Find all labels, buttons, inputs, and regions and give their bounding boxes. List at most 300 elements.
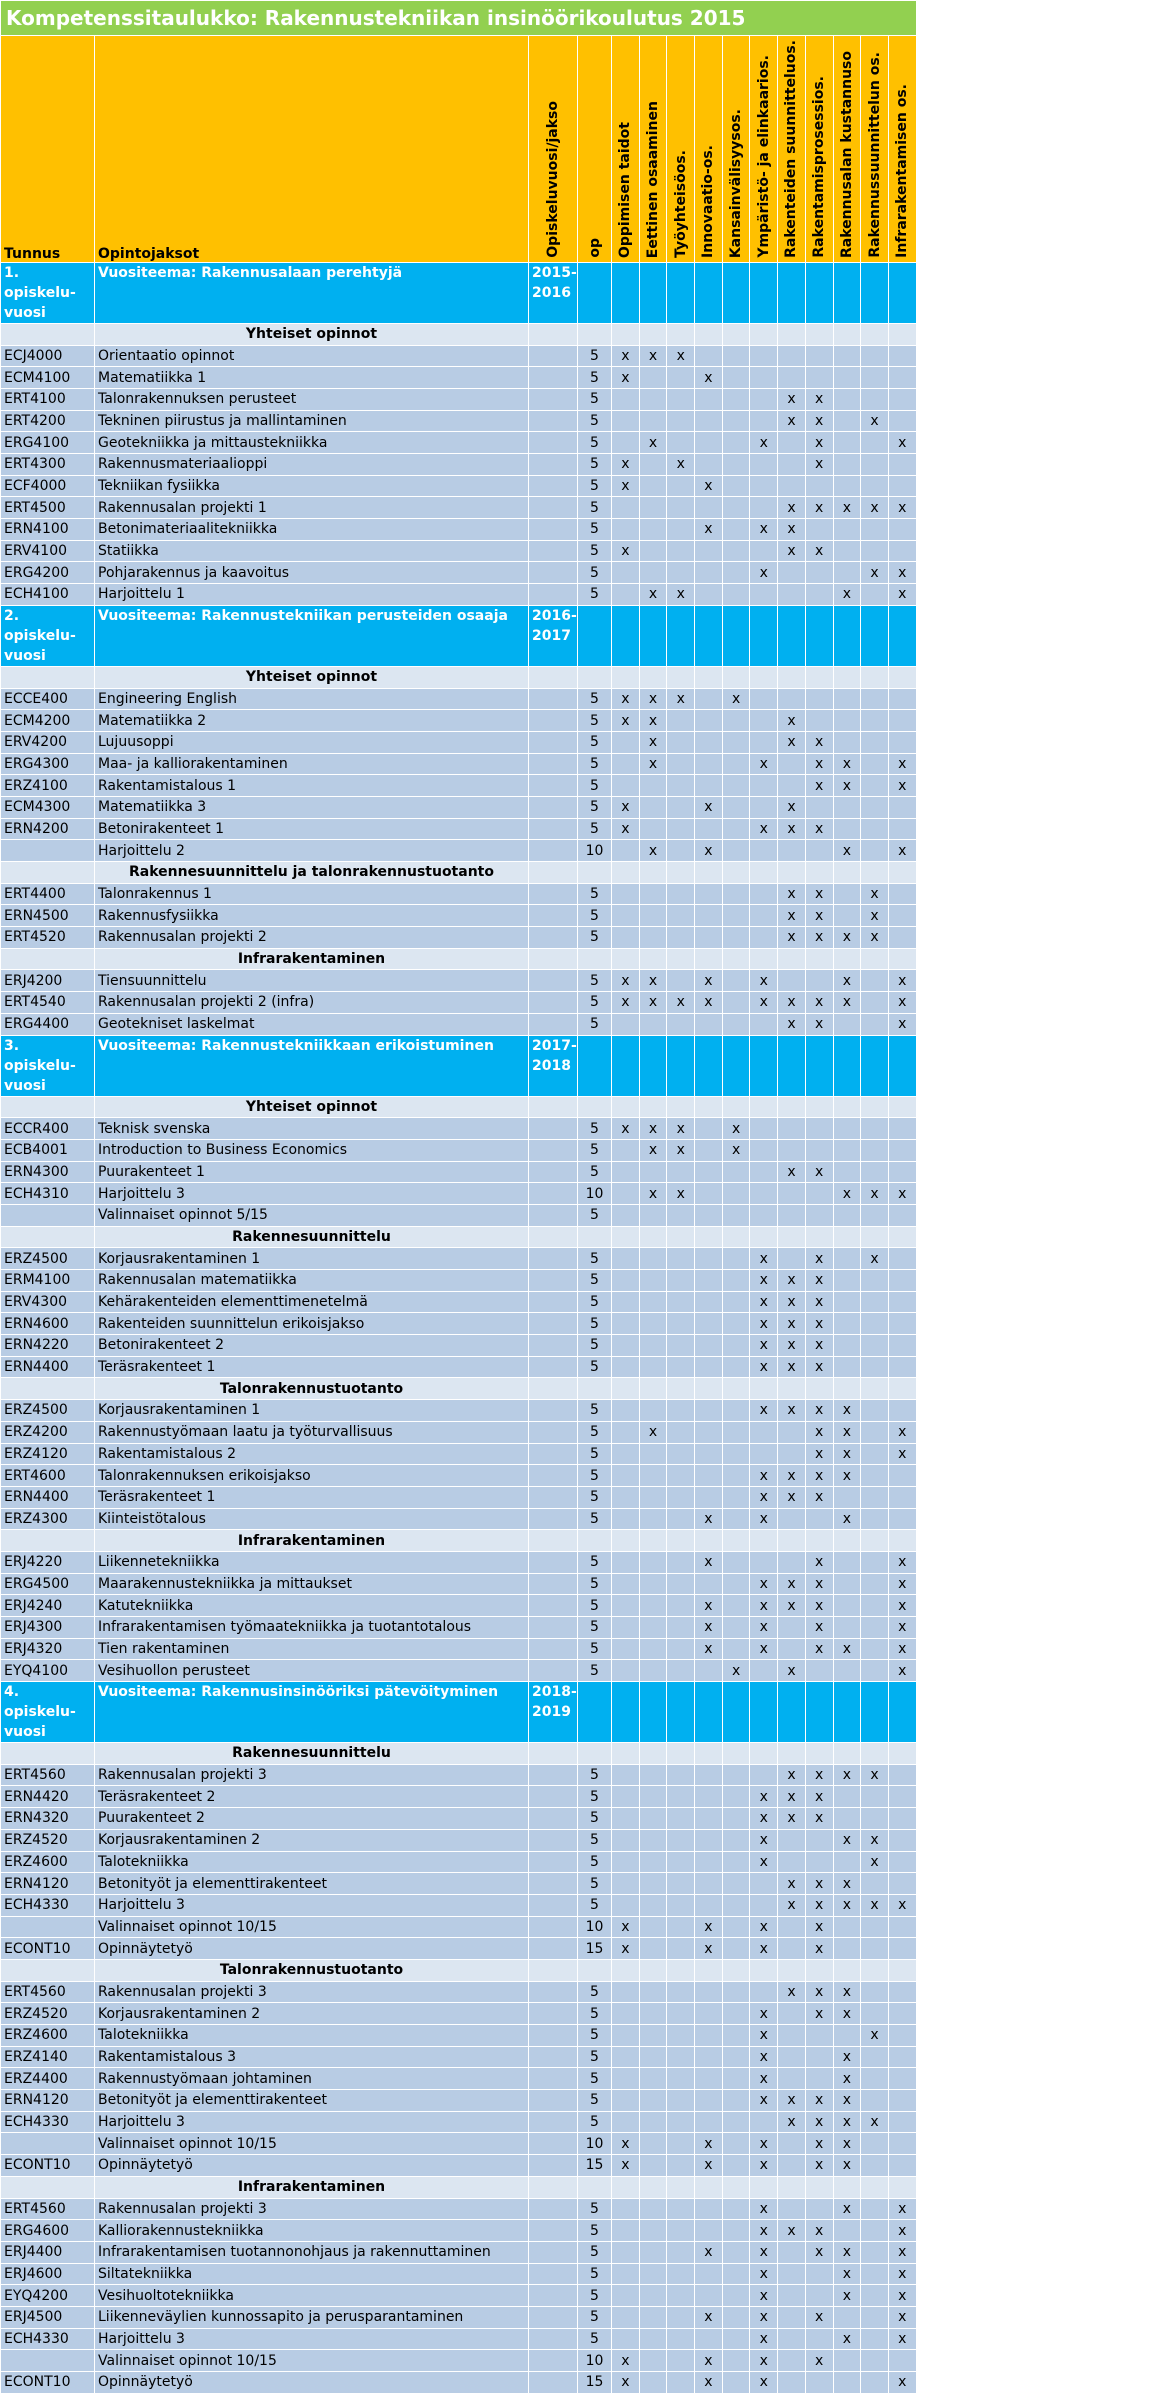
section-empty-cell: [722, 1096, 750, 1118]
competence-mark: [861, 1013, 889, 1035]
table-row: [1, 1938, 917, 1960]
competence-mark: [667, 818, 695, 840]
competence-mark: x: [805, 1617, 833, 1639]
competence-mark: x: [750, 1786, 778, 1808]
competence-mark: x: [612, 540, 640, 562]
competence-mark: x: [833, 2263, 861, 2285]
competence-mark: x: [861, 410, 889, 432]
competence-mark: x: [778, 1465, 806, 1487]
course-code: ERJ4240: [1, 1595, 95, 1617]
competence-mark: [805, 840, 833, 862]
competence-mark: x: [805, 1981, 833, 2003]
course-code: ERZ4600: [1, 1851, 95, 1873]
competence-mark: [888, 2350, 916, 2372]
competence-mark: [750, 1443, 778, 1465]
section-empty-cell: [861, 1378, 889, 1400]
header-competence: Rakentamisprosessios.: [805, 36, 833, 263]
section-empty-cell: [750, 2176, 778, 2198]
section-empty-cell: [1, 862, 95, 884]
section-empty-cell: [667, 323, 695, 345]
table-row: [1, 1551, 917, 1573]
table-row: [1, 775, 917, 797]
course-credits: 5: [578, 1443, 612, 1465]
course-name: Katutekniikka: [95, 1595, 529, 1617]
competence-mark: x: [750, 2263, 778, 2285]
course-name: Kehärakenteiden elementtimenetelmä: [95, 1291, 529, 1313]
table-row: [1, 2046, 917, 2068]
year-empty-cell: [778, 1035, 806, 1096]
course-period: [529, 731, 578, 753]
year-period: 2017-2018: [529, 1035, 578, 1096]
course-period: [529, 1139, 578, 1161]
competence-mark: [695, 2046, 723, 2068]
competence-mark: [722, 1508, 750, 1530]
competence-mark: x: [861, 1894, 889, 1916]
competence-mark: [722, 1808, 750, 1830]
competence-mark: [667, 540, 695, 562]
competence-mark: [750, 1551, 778, 1573]
competence-mark: [861, 2155, 889, 2177]
competence-mark: x: [639, 970, 667, 992]
section-empty-cell: [833, 1226, 861, 1248]
section-empty-cell: [695, 1378, 723, 1400]
section-title: Yhteiset opinnot: [95, 1096, 529, 1118]
competence-mark: x: [667, 1183, 695, 1205]
course-name: Talotekniikka: [95, 1851, 529, 1873]
competence-mark: [722, 1465, 750, 1487]
competence-mark: [695, 345, 723, 367]
section-empty-cell: [861, 1096, 889, 1118]
section-empty-cell: [861, 2176, 889, 2198]
course-credits: 10: [578, 2133, 612, 2155]
year-empty-cell: [722, 605, 750, 666]
section-empty-cell: [667, 862, 695, 884]
competence-mark: [722, 1786, 750, 1808]
course-period: [529, 345, 578, 367]
competence-mark: x: [722, 1139, 750, 1161]
competence-mark: x: [778, 1400, 806, 1422]
competence-mark: x: [805, 1573, 833, 1595]
competence-mark: x: [750, 818, 778, 840]
competence-mark: x: [805, 2155, 833, 2177]
competence-mark: x: [888, 992, 916, 1014]
table-row: [1, 710, 917, 732]
competence-mark: [639, 1465, 667, 1487]
course-credits: 5: [578, 688, 612, 710]
competence-mark: [612, 731, 640, 753]
course-period: [529, 2350, 578, 2372]
table-row: [1, 1443, 917, 1465]
competence-mark: [612, 1573, 640, 1595]
competence-mark: [695, 1204, 723, 1226]
competence-mark: [750, 367, 778, 389]
competence-mark: [722, 1421, 750, 1443]
section-empty-cell: [833, 1096, 861, 1118]
course-name: Harjoittelu 3: [95, 2328, 529, 2350]
section-empty-cell: [529, 1530, 578, 1552]
competence-mark: x: [695, 1617, 723, 1639]
competence-mark: x: [778, 796, 806, 818]
course-name: Talotekniikka: [95, 2025, 529, 2047]
competence-mark: [722, 2003, 750, 2025]
year-row: [1, 262, 917, 323]
course-period: [529, 1183, 578, 1205]
competence-mark: [667, 1764, 695, 1786]
table-row: [1, 970, 917, 992]
competence-mark: x: [778, 1873, 806, 1895]
course-period: [529, 2241, 578, 2263]
table-row: [1, 367, 917, 389]
course-code: ERZ4200: [1, 1421, 95, 1443]
course-credits: 5: [578, 883, 612, 905]
section-title: Talonrakennustuotanto: [95, 1378, 529, 1400]
competence-mark: [639, 2263, 667, 2285]
year-theme: Vuositeema: Rakennusinsinööriksi pätevöityminen: [95, 1682, 529, 1743]
competence-mark: [778, 970, 806, 992]
competence-mark: [888, 1786, 916, 1808]
header-jakso: Opiskeluvuosi/jakso: [529, 36, 578, 263]
section-empty-cell: [529, 2176, 578, 2198]
competence-mark: x: [667, 688, 695, 710]
competence-mark: [722, 2111, 750, 2133]
header-competence: Infrarakentamisen os.: [888, 36, 916, 263]
competence-mark: [750, 497, 778, 519]
competence-mark: [695, 497, 723, 519]
course-credits: 5: [578, 1595, 612, 1617]
course-code: ERJ4320: [1, 1638, 95, 1660]
course-code: ERN4600: [1, 1313, 95, 1335]
competence-mark: [722, 584, 750, 606]
table-row: [1, 1851, 917, 1873]
competence-mark: [888, 1764, 916, 1786]
course-code: ERT4300: [1, 454, 95, 476]
year-empty-cell: [722, 262, 750, 323]
competence-mark: x: [750, 1595, 778, 1617]
competence-mark: [667, 2111, 695, 2133]
competence-mark: [861, 1508, 889, 1530]
section-empty-cell: [667, 1226, 695, 1248]
section-empty-cell: [750, 1226, 778, 1248]
competence-mark: [833, 905, 861, 927]
competence-mark: x: [805, 432, 833, 454]
section-empty-cell: [639, 1743, 667, 1765]
competence-mark: x: [833, 2155, 861, 2177]
competence-mark: x: [805, 1356, 833, 1378]
competence-mark: [861, 1595, 889, 1617]
course-name: Opinnäytetyö: [95, 2155, 529, 2177]
competence-mark: x: [750, 2285, 778, 2307]
competence-mark: [612, 1660, 640, 1682]
competence-mark: [861, 1808, 889, 1830]
table-row: [1, 731, 917, 753]
course-period: [529, 1938, 578, 1960]
course-credits: 5: [578, 1270, 612, 1292]
competence-mark: [833, 2350, 861, 2372]
competence-mark: x: [750, 753, 778, 775]
competence-mark: [888, 367, 916, 389]
section-empty-cell: [778, 948, 806, 970]
competence-mark: [639, 1786, 667, 1808]
section-empty-cell: [639, 2176, 667, 2198]
course-code: ERT4540: [1, 992, 95, 1014]
competence-mark: x: [750, 1291, 778, 1313]
competence-mark: [695, 540, 723, 562]
competence-mark: [639, 1400, 667, 1422]
section-empty-cell: [805, 1959, 833, 1981]
competence-mark: [833, 540, 861, 562]
section-empty-cell: [750, 1096, 778, 1118]
competence-mark: x: [778, 1808, 806, 1830]
table-row: [1, 1981, 917, 2003]
competence-mark: [695, 2090, 723, 2112]
competence-mark: x: [833, 1508, 861, 1530]
section-empty-cell: [667, 666, 695, 688]
year-label: 1. opiskelu-vuosi: [1, 262, 95, 323]
competence-mark: [639, 2133, 667, 2155]
competence-mark: [833, 367, 861, 389]
competence-mark: [833, 2306, 861, 2328]
competence-mark: [667, 1551, 695, 1573]
competence-mark: x: [639, 753, 667, 775]
course-code: ECH4310: [1, 1183, 95, 1205]
competence-mark: x: [861, 927, 889, 949]
section-empty-cell: [1, 323, 95, 345]
competence-mark: [778, 2068, 806, 2090]
course-code: ERZ4520: [1, 2003, 95, 2025]
course-code: [1, 1204, 95, 1226]
competence-mark: [722, 497, 750, 519]
section-empty-cell: [1, 1959, 95, 1981]
table-row: [1, 688, 917, 710]
competence-mark: [612, 519, 640, 541]
competence-mark: x: [750, 2068, 778, 2090]
competence-mark: x: [695, 970, 723, 992]
competence-mark: x: [639, 710, 667, 732]
competence-mark: [639, 1851, 667, 1873]
competence-mark: x: [778, 1313, 806, 1335]
competence-mark: x: [612, 796, 640, 818]
competence-mark: [612, 584, 640, 606]
table-row: [1, 1617, 917, 1639]
competence-mark: [667, 367, 695, 389]
section-title: Talonrakennustuotanto: [95, 1959, 529, 1981]
competence-mark: [667, 1873, 695, 1895]
competence-mark: x: [861, 1829, 889, 1851]
competence-mark: x: [888, 1595, 916, 1617]
competence-mark: x: [805, 1335, 833, 1357]
competence-mark: [612, 388, 640, 410]
header-competence: Kansainvälisyysos.: [722, 36, 750, 263]
section-empty-cell: [805, 1530, 833, 1552]
course-name: Maarakennustekniikka ja mittaukset: [95, 1573, 529, 1595]
course-code: ERN4300: [1, 1161, 95, 1183]
competence-mark: [612, 1270, 640, 1292]
competence-mark: x: [778, 410, 806, 432]
course-period: [529, 2046, 578, 2068]
section-empty-cell: [722, 1959, 750, 1981]
competence-mark: x: [639, 840, 667, 862]
competence-mark: x: [861, 883, 889, 905]
course-code: ERN4420: [1, 1786, 95, 1808]
competence-mark: x: [639, 1421, 667, 1443]
competence-mark: [667, 905, 695, 927]
competence-mark: x: [695, 1508, 723, 1530]
competence-mark: [778, 475, 806, 497]
course-code: ERG4600: [1, 2220, 95, 2242]
section-empty-cell: [805, 323, 833, 345]
table-row: [1, 992, 917, 1014]
competence-mark: [861, 475, 889, 497]
competence-mark: [833, 1938, 861, 1960]
table-row: [1, 1786, 917, 1808]
competence-mark: x: [639, 992, 667, 1014]
course-name: Rakennusalan matematiikka: [95, 1270, 529, 1292]
section-empty-cell: [695, 862, 723, 884]
table-row: [1, 2372, 917, 2394]
competence-mark: [695, 883, 723, 905]
competence-mark: [778, 1916, 806, 1938]
section-empty-cell: [529, 1743, 578, 1765]
course-code: ERN4120: [1, 2090, 95, 2112]
course-credits: 5: [578, 1204, 612, 1226]
course-period: [529, 1660, 578, 1682]
competence-mark: [833, 1335, 861, 1357]
competence-mark: [778, 1938, 806, 1960]
course-code: EYQ4100: [1, 1660, 95, 1682]
competence-mark: x: [805, 1400, 833, 1422]
course-code: ERT4560: [1, 2198, 95, 2220]
course-code: ECJ4000: [1, 345, 95, 367]
competence-mark: [639, 1595, 667, 1617]
competence-mark: [722, 454, 750, 476]
competence-mark: [833, 1161, 861, 1183]
course-period: [529, 753, 578, 775]
competence-mark: [639, 1551, 667, 1573]
course-period: [529, 1356, 578, 1378]
competence-mark: [667, 840, 695, 862]
competence-mark: [667, 1443, 695, 1465]
competence-mark: x: [833, 2198, 861, 2220]
competence-mark: x: [695, 840, 723, 862]
competence-mark: x: [612, 367, 640, 389]
table-row: [1, 1873, 917, 1895]
competence-mark: [722, 1617, 750, 1639]
competence-mark: x: [750, 2003, 778, 2025]
competence-mark: x: [667, 1139, 695, 1161]
course-name: Tekniikan fysiikka: [95, 475, 529, 497]
competence-mark: [888, 1400, 916, 1422]
course-period: [529, 970, 578, 992]
competence-mark: [722, 775, 750, 797]
competence-mark: x: [888, 970, 916, 992]
year-empty-cell: [578, 605, 612, 666]
competence-mark: [722, 1183, 750, 1205]
year-empty-cell: [805, 605, 833, 666]
competence-mark: x: [750, 1916, 778, 1938]
competence-mark: [861, 2328, 889, 2350]
competence-mark: [750, 454, 778, 476]
competence-mark: x: [778, 731, 806, 753]
year-empty-cell: [639, 262, 667, 323]
section-empty-cell: [529, 1959, 578, 1981]
competence-mark: x: [805, 454, 833, 476]
competence-mark: [750, 1204, 778, 1226]
competence-mark: [833, 818, 861, 840]
year-empty-cell: [639, 1682, 667, 1743]
competence-mark: x: [695, 2133, 723, 2155]
competence-mark: x: [750, 2155, 778, 2177]
course-name: Geotekniikka ja mittaustekniikka: [95, 432, 529, 454]
course-period: [529, 2133, 578, 2155]
course-name: Rakennusalan projekti 1: [95, 497, 529, 519]
competence-mark: x: [750, 2090, 778, 2112]
competence-mark: [805, 1139, 833, 1161]
competence-mark: x: [805, 775, 833, 797]
table-row: [1, 2090, 917, 2112]
section-empty-cell: [639, 1226, 667, 1248]
course-credits: 5: [578, 1465, 612, 1487]
competence-mark: [667, 497, 695, 519]
section-row: [1, 862, 917, 884]
competence-mark: x: [805, 753, 833, 775]
competence-mark: [612, 1851, 640, 1873]
competence-mark: x: [805, 2003, 833, 2025]
competence-mark: [639, 1764, 667, 1786]
competence-mark: [888, 1118, 916, 1140]
competence-mark: x: [888, 1551, 916, 1573]
course-credits: 5: [578, 2111, 612, 2133]
section-empty-cell: [722, 1226, 750, 1248]
section-title: Rakennesuunnittelu ja talonrakennustuotanto: [95, 862, 529, 884]
competence-mark: x: [805, 1938, 833, 1960]
competence-mark: [722, 731, 750, 753]
table-row: [1, 1660, 917, 1682]
competence-mark: [722, 475, 750, 497]
table-row: [1, 840, 917, 862]
competence-mark: x: [750, 1851, 778, 1873]
course-credits: 10: [578, 1916, 612, 1938]
competence-mark: [833, 1270, 861, 1292]
competence-mark: x: [639, 1139, 667, 1161]
competence-mark: [833, 1916, 861, 1938]
competence-mark: [778, 2306, 806, 2328]
competence-mark: x: [778, 927, 806, 949]
competence-mark: [750, 1013, 778, 1035]
section-empty-cell: [612, 1096, 640, 1118]
section-empty-cell: [833, 1959, 861, 1981]
course-period: [529, 475, 578, 497]
course-period: [529, 2155, 578, 2177]
year-empty-cell: [695, 605, 723, 666]
competence-mark: [695, 2198, 723, 2220]
year-empty-cell: [833, 605, 861, 666]
course-code: ERG4400: [1, 1013, 95, 1035]
competence-mark: x: [612, 710, 640, 732]
competence-mark: [667, 2350, 695, 2372]
course-credits: 5: [578, 1551, 612, 1573]
competence-mark: [667, 519, 695, 541]
course-credits: 5: [578, 1981, 612, 2003]
competence-mark: x: [833, 497, 861, 519]
competence-mark: [833, 1204, 861, 1226]
competence-mark: [861, 2372, 889, 2394]
course-period: [529, 688, 578, 710]
competence-mark: [888, 1938, 916, 1960]
course-name: Rakennusalan projekti 3: [95, 2198, 529, 2220]
course-period: [529, 1443, 578, 1465]
section-empty-cell: [861, 862, 889, 884]
course-code: ERZ4300: [1, 1508, 95, 1530]
